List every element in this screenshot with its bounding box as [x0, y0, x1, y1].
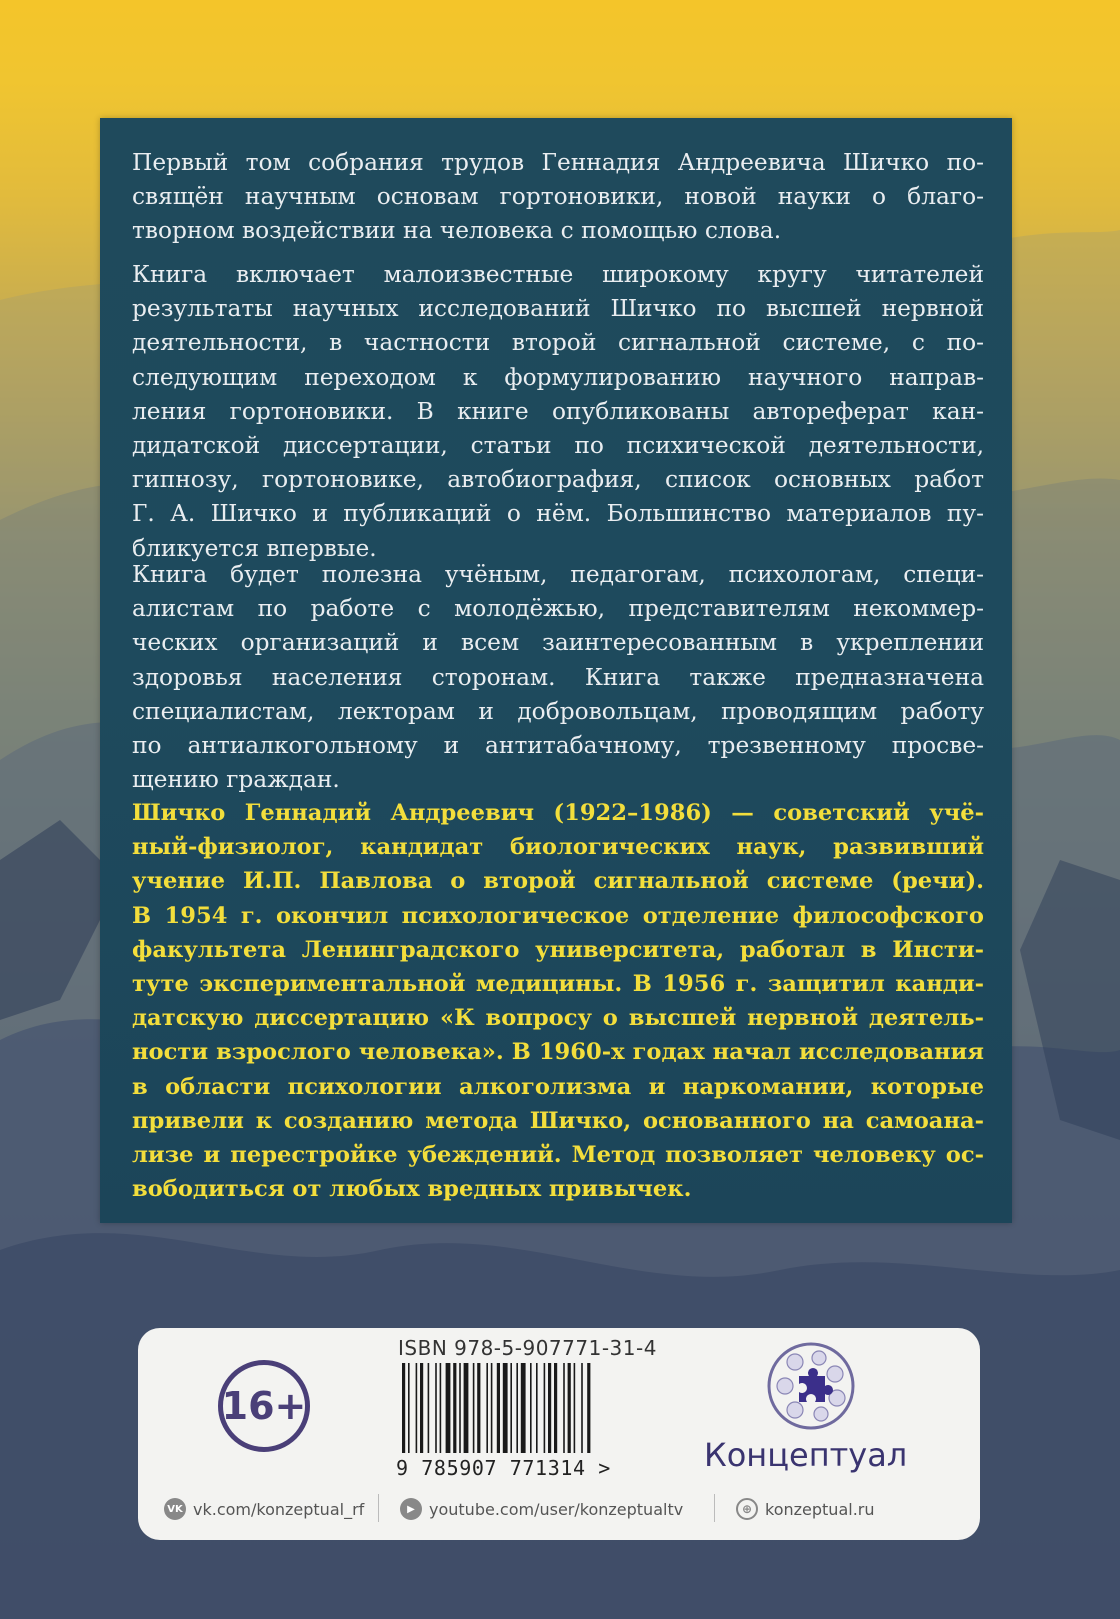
barcode-bar — [416, 1363, 418, 1453]
vk-link-text: vk.com/konzeptual_rf — [193, 1499, 365, 1519]
text-line: свящён научным основам гортоновики, новой науки о благо- — [132, 183, 984, 211]
isbn-label: ISBN 978-5-907771-31-4 — [398, 1336, 657, 1360]
youtube-link-text: youtube.com/user/konzeptualtv — [429, 1499, 684, 1519]
bio-line: привели к созданию метода Шичко, основанного на самоана- — [132, 1107, 984, 1134]
links-row — [138, 1490, 980, 1530]
publisher-name: Концептуал — [704, 1436, 908, 1474]
vk-icon: VK — [164, 1498, 186, 1520]
barcode-bar — [446, 1363, 451, 1453]
barcode-bar — [491, 1363, 493, 1453]
barcode-bar — [568, 1363, 571, 1453]
text-line: творном воздействии на человека с помощью слова. — [132, 217, 782, 245]
vk-link[interactable] — [164, 1498, 364, 1520]
text-line: специалистам, лекторам и добровольцам, проводящим работу — [132, 697, 984, 725]
divider — [714, 1494, 715, 1522]
author-bio — [132, 796, 984, 1206]
divider — [378, 1494, 379, 1522]
barcode-bar — [548, 1363, 551, 1453]
barcode — [400, 1363, 665, 1453]
paragraph-audience — [132, 558, 984, 797]
barcode-bar — [530, 1363, 532, 1453]
youtube-link[interactable] — [400, 1498, 683, 1520]
barcode-bar — [440, 1363, 442, 1453]
text-line: ления гортоновики. В книге опубликованы автореферат кан- — [132, 397, 984, 425]
text-line: алистам по работе с молодёжью, представителям некоммер- — [132, 595, 984, 623]
barcode-bar — [453, 1363, 456, 1453]
bio-line: в области психологии алкоголизма и наркомании, которые — [132, 1073, 984, 1100]
text-line: результаты научных исследований Шичко по высшей нервной — [132, 295, 984, 323]
globe-icon: ⊕ — [736, 1498, 758, 1520]
barcode-bar — [521, 1363, 526, 1453]
bio-line: учение И.П. Павлова о второй сигнальной системе (речи). — [132, 868, 984, 895]
text-line: бликуется впервые. — [132, 534, 377, 562]
bio-line: туте экспериментальной медицины. В 1956 г. защитил канди- — [132, 971, 984, 998]
barcode-bar — [402, 1363, 405, 1453]
bio-line: факультета Ленинградского университета, работал в Инсти- — [132, 936, 984, 963]
annotation-panel — [100, 118, 1012, 1223]
barcode-bar — [516, 1363, 518, 1453]
barcode-bar — [435, 1363, 437, 1453]
barcode-bar — [473, 1363, 475, 1453]
barcode-bar — [563, 1363, 565, 1453]
barcode-bar — [497, 1363, 500, 1453]
text-line: здоровья населения сторонам. Книга также предназначена — [132, 663, 984, 691]
youtube-icon: ▶ — [400, 1498, 422, 1520]
bio-line: ный-физиолог, кандидат биологических наук, развивший — [132, 834, 984, 861]
text-line: Книга будет полезна учёным, педагогам, психологам, специ- — [132, 561, 984, 588]
text-line: по антиалкогольному и антитабачному, трезвенному просве- — [132, 732, 984, 760]
barcode-bar — [581, 1363, 583, 1453]
bio-line: лизе и перестройке убеждений. Метод позволяет человеку ос- — [132, 1142, 984, 1169]
paragraph-intro — [132, 146, 984, 249]
text-line: Г. А. Шичко и публикаций о нём. Большинство материалов пу- — [132, 500, 984, 528]
bio-line: датскую диссертацию «К вопросу о высшей нервной деятель- — [132, 1005, 984, 1032]
puzzle-globe-icon — [765, 1340, 857, 1432]
text-line: гипнозу, гортоновике, автобиография, список основных работ — [132, 466, 984, 494]
bio-line: Шичко Геннадий Андреевич (1922–1986) — советский учё- — [132, 800, 984, 826]
text-line: Книга включает малоизвестные широкому кругу читателей — [132, 261, 984, 288]
barcode-bar — [574, 1363, 576, 1453]
text-line: щению граждан. — [132, 766, 340, 794]
barcode-bar — [459, 1363, 461, 1453]
website-link-text: konzeptual.ru — [765, 1499, 875, 1519]
age-rating-badge: 16+ — [218, 1360, 310, 1452]
text-line: следующим переходом к формулированию научного направ- — [132, 363, 984, 391]
bio-line: В 1954 г. окончил психологическое отделение философского — [132, 902, 984, 929]
barcode-bar — [536, 1363, 538, 1453]
barcode-bar — [408, 1363, 410, 1453]
barcode-bar — [503, 1363, 508, 1453]
text-line: деятельности, в частности второй сигнальной системе, с по- — [132, 329, 984, 357]
barcode-bar — [554, 1363, 557, 1453]
bio-line: ности взрослого человека». В 1960-х годах начал исследования — [132, 1039, 984, 1066]
paragraph-contents — [132, 258, 984, 566]
barcode-bar — [477, 1363, 480, 1453]
barcode-bar — [587, 1363, 590, 1453]
barcode-bar — [464, 1363, 469, 1453]
barcode-bar — [510, 1363, 512, 1453]
barcode-bar — [428, 1363, 430, 1453]
barcode-bar — [420, 1363, 423, 1453]
text-line: дидатской диссертации, статьи по психической деятельности, — [132, 432, 984, 460]
website-link[interactable] — [736, 1498, 875, 1520]
barcode-bar — [544, 1363, 546, 1453]
barcode-bar — [486, 1363, 488, 1453]
text-line: ческих организаций и всем заинтересованным в укреплении — [132, 629, 984, 657]
imprint-card — [138, 1328, 980, 1540]
bio-line: вободиться от любых вредных привычек. — [132, 1176, 692, 1203]
barcode-digits: 9 785907 771314 > — [396, 1456, 611, 1480]
text-line: Первый том собрания трудов Геннадия Андреевича Шичко по- — [132, 149, 984, 176]
